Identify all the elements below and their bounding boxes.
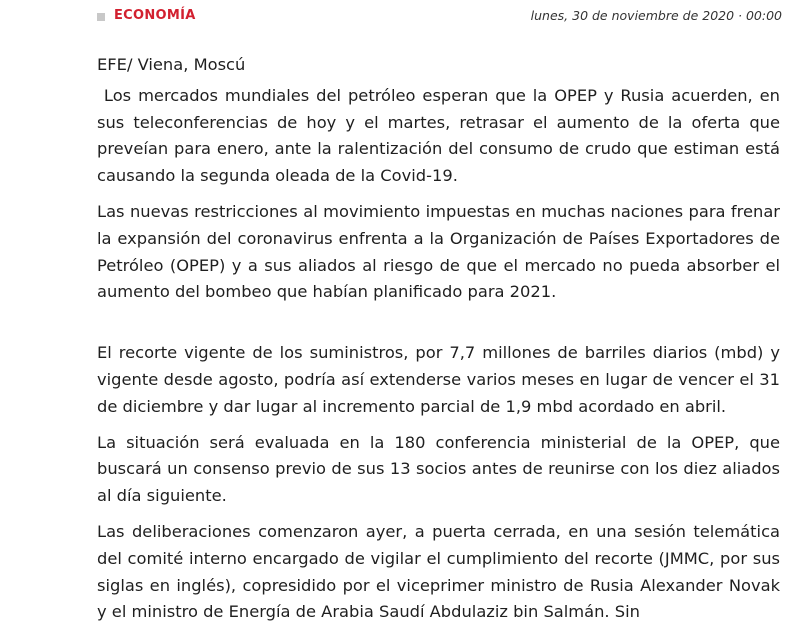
article-paragraph: Las deliberaciones comenzaron ayer, a puerta cerrada, en una sesión telemática del comité interno encargado de vigilar el cumplimiento del recorte (JMMC, por sus siglas en inglés), copresidido por el viceprimer ministro de Rusia Alexander Novak y el ministro de Energía de Arabia Saudí Abdulaziz bin Salmán. Sin [97, 521, 780, 622]
article-dateline: EFE/ Viena, Moscú [97, 55, 246, 74]
article-paragraph: La situación será evaluada en la 180 conferencia ministerial de la OPEP, que buscará un consenso previo de sus 13 socios antes de reunirse con los diez aliados al día siguiente. [97, 432, 780, 506]
section-marker-icon [97, 13, 105, 21]
article-paragraph: El recorte vigente de los suministros, por 7,7 millones de barriles diarios (mbd) y vigente desde agosto, podría así extenderse varios meses en lugar de vencer el 31 de diciembre y dar lugar al incremento parcial de 1,9 mbd acordado en abril. [97, 343, 780, 416]
article-body [97, 52, 786, 626]
publish-date: lunes, 30 de noviembre de 2020 · 00:00 [530, 8, 782, 23]
article-paragraph: Las nuevas restricciones al movimiento impuestas en muchas naciones para frenar la expansión del coronavirus enfrenta a la Organización de Países Exportadores de Petróleo (OPEP) y a sus aliados al riesgo de que el mercado no pueda absorber el aumento del bombeo que habían planificado para 2021. [97, 201, 780, 302]
section-label[interactable]: ECONOMÍA [114, 8, 196, 23]
article-meta-bar [0, 0, 800, 34]
article-paragraph: Los mercados mundiales del petróleo esperan que la OPEP y Rusia acuerden, en sus teleconferencias de hoy y el martes, retrasar el aumento de la oferta que preveían para enero, ante la ralentización del consumo de crudo que estiman está causando la segunda oleada de la Covid-19. [97, 85, 786, 186]
